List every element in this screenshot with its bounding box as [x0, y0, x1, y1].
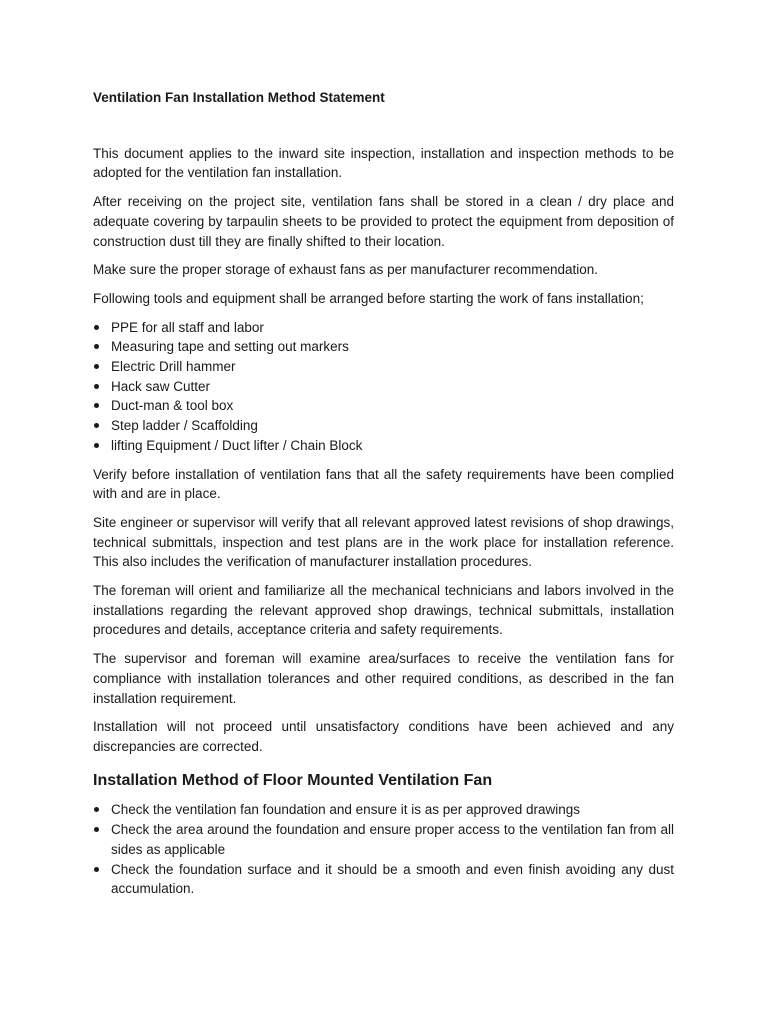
- intro-paragraph-storage: After receiving on the project site, ventilation fans shall be stored in a clean / dry place and adequate covering by tarpaulin sheets to be provided to protect the equipment from deposition of construction dust till they are finally shifted to their location.: [93, 194, 674, 249]
- list-item: Step ladder / Scaffolding: [93, 416, 674, 436]
- list-item: Measuring tape and setting out markers: [93, 337, 674, 357]
- list-item: Hack saw Cutter: [93, 377, 674, 397]
- intro-paragraph-scope: This document applies to the inward site inspection, installation and inspection methods to be adopted for the ventilation fan installation.: [93, 145, 674, 181]
- list-item: Duct-man & tool box: [93, 396, 674, 416]
- installation-steps-list: [93, 800, 674, 899]
- paragraph-examination: The supervisor and foreman will examine area/surfaces to receive the ventilation fans for compliance with installation tolerances and other required conditions, as described in the fan installation requirement.: [93, 651, 674, 706]
- list-item: Check the area around the foundation and ensure proper access to the ventilation fan from all sides as applicable: [93, 820, 674, 859]
- paragraph-discrepancies: Installation will not proceed until unsatisfactory conditions have been achieved and any discrepancies are corrected.: [93, 719, 674, 754]
- paragraph-safety: Verify before installation of ventilation fans that all the safety requirements have been complied with and are in place.: [93, 466, 674, 502]
- list-item: Electric Drill hammer: [93, 357, 674, 377]
- list-item: lifting Equipment / Duct lifter / Chain Block: [93, 436, 674, 456]
- list-item: Check the ventilation fan foundation and ensure it is as per approved drawings: [93, 800, 674, 820]
- paragraph-verification: Site engineer or supervisor will verify that all relevant approved latest revisions of shop drawings, technical submittals, inspection and test plans are in the work place for installation reference. This also includes the verification of manufacturer installation procedures.: [93, 514, 674, 570]
- intro-paragraph-manufacturer: Make sure the proper storage of exhaust fans as per manufacturer recommendation.: [93, 262, 599, 278]
- list-item: Check the foundation surface and it should be a smooth and even finish avoiding any dust accumulation.: [93, 860, 674, 899]
- section-heading: Installation Method of Floor Mounted Ventilation Fan: [93, 771, 493, 789]
- paragraph-foreman: The foreman will orient and familiarize all the mechanical technicians and labors involved in the installations regarding the relevant approved shop drawings, technical submittals, installation procedures and details, acceptance criteria and safety requirements.: [93, 583, 674, 638]
- intro-paragraph-tools: Following tools and equipment shall be arranged before starting the work of fans installation;: [93, 290, 644, 306]
- document-title: Ventilation Fan Installation Method Statement: [93, 90, 385, 105]
- document-body: [93, 88, 674, 908]
- tools-list: [93, 318, 674, 456]
- list-item: PPE for all staff and labor: [93, 318, 674, 338]
